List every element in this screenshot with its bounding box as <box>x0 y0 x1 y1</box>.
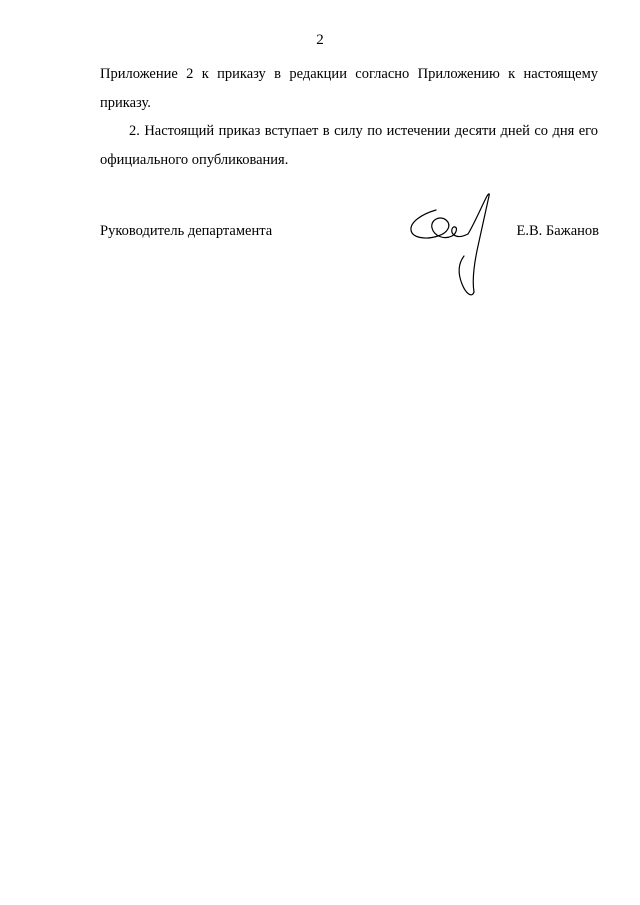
paragraph-effective-date: 2. Настоящий приказ вступает в силу по истечении десяти дней со дня его официального опубликования. <box>100 123 598 168</box>
paragraph-appendix-note: Приложение 2 к приказу в редакции согласно Приложению к настоящему приказу. <box>100 66 598 111</box>
handwritten-signature <box>400 180 510 305</box>
signatory-position: Руководитель департамента <box>100 223 273 239</box>
page-number: 2 <box>316 32 324 48</box>
signer-name: Е.В. Бажанов <box>516 223 599 239</box>
